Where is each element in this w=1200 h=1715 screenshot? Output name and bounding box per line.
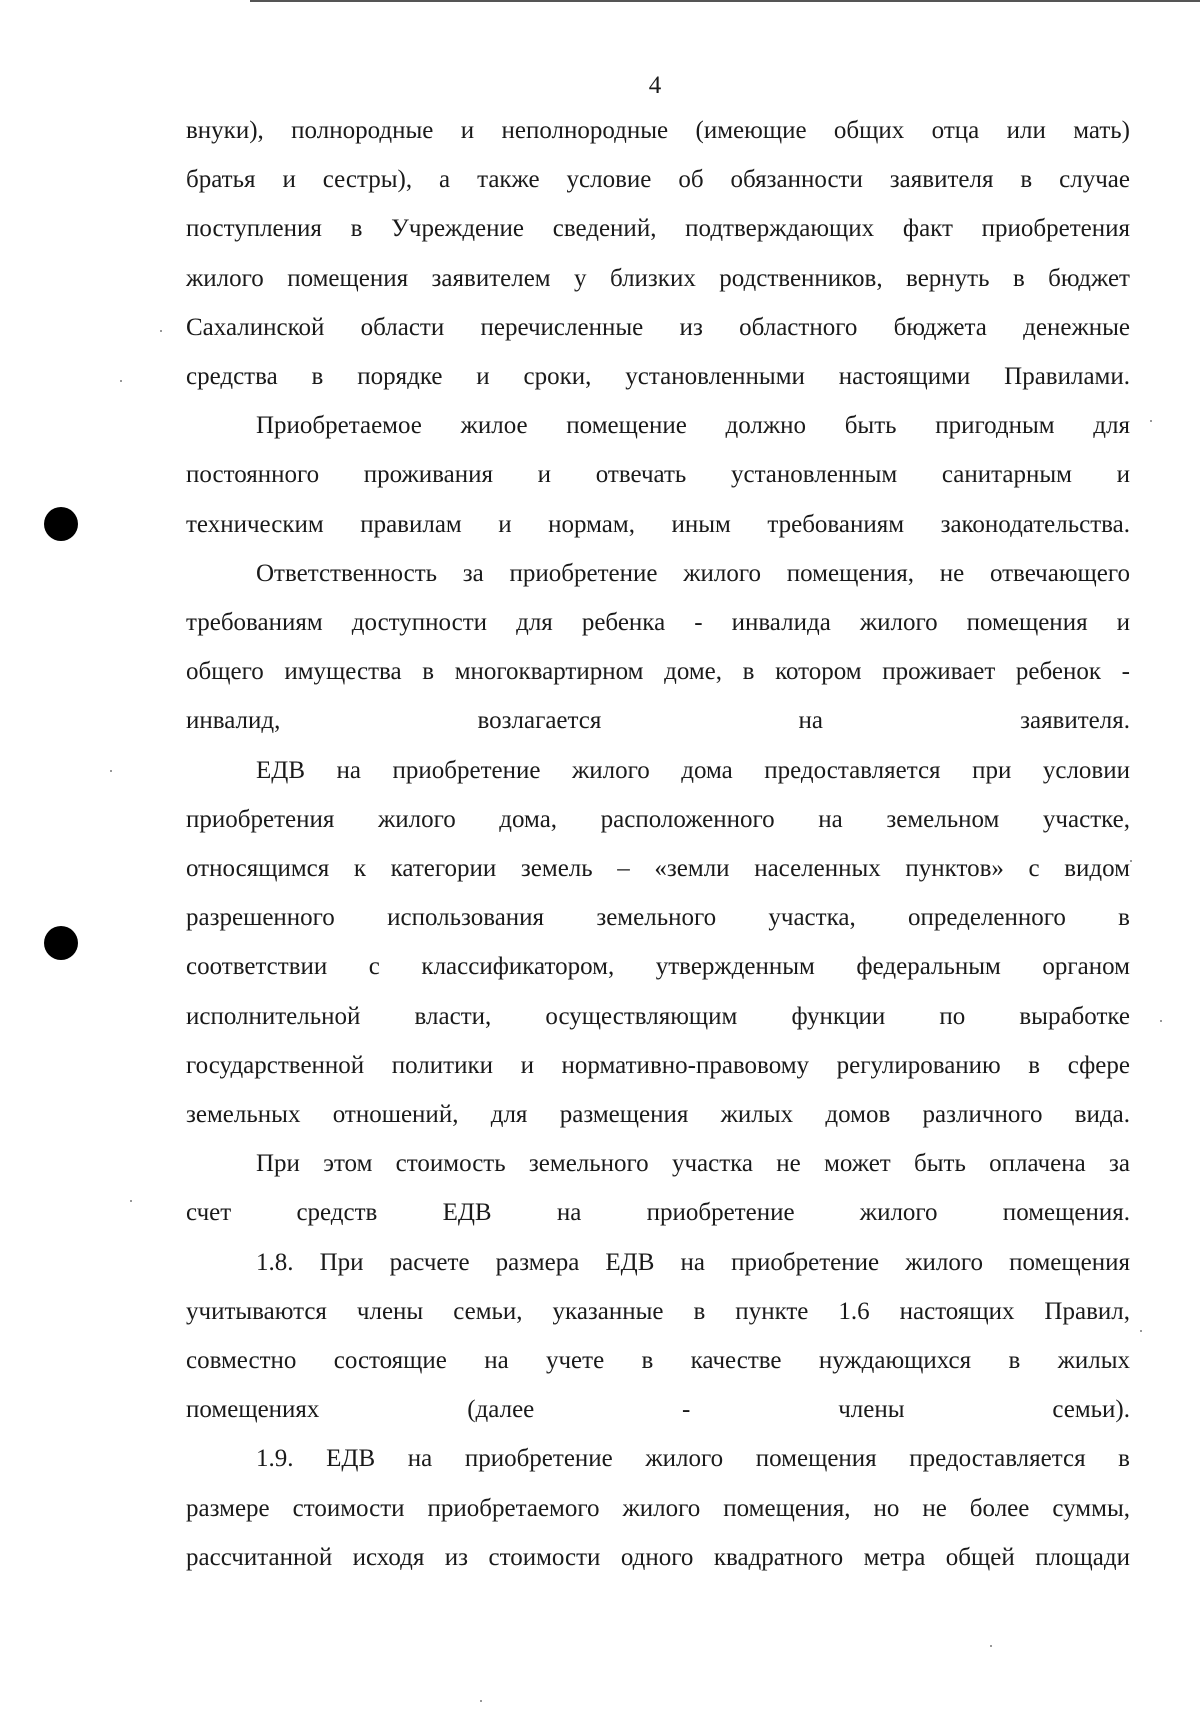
text-line: общего имущества в многоквартирном доме, в котором проживает ребенок -	[186, 658, 1130, 686]
paragraph-1-9	[186, 1434, 1130, 1582]
text-line: Сахалинской области перечисленные из областного бюджета денежные	[186, 313, 1130, 341]
text-line: поступления в Учреждение сведений, подтверждающих факт приобретения	[186, 215, 1130, 243]
text-line: учитываются члены семьи, указанные в пункте 1.6 настоящих Правил,	[186, 1297, 1130, 1325]
text-line: При этом стоимость земельного участка не может быть оплачена за	[256, 1150, 1130, 1178]
text-line: исполнительной власти, осуществляющим функции по выработке	[186, 1002, 1130, 1030]
text-line: внуки), полнородные и неполнородные (имеющие общих отца или мать)	[186, 117, 1130, 144]
scan-speck	[1130, 860, 1132, 862]
text-line: приобретения жилого дома, расположенного на земельном участке,	[186, 805, 1130, 833]
text-line: 1.8. При расчете размера ЕДВ на приобретение жилого помещения	[256, 1248, 1130, 1276]
text-line: совместно состоящие на учете в качестве нуждающихся в жилых	[186, 1347, 1130, 1375]
text-line: 1.9. ЕДВ на приобретение жилого помещения предоставляется в	[256, 1445, 1130, 1473]
text-line: разрешенного использования земельного участка, определенного в	[186, 904, 1130, 932]
text-line: счет средств ЕДВ на приобретение жилого помещения.	[186, 1199, 1130, 1227]
text-line: земельных отношений, для размещения жилых домов различного вида.	[186, 1101, 1130, 1129]
page-number: 4	[648, 72, 662, 99]
text-line: техническим правилам и нормам, иным требованиям законодательства.	[186, 510, 1130, 538]
scan-speck	[110, 770, 112, 772]
document-body	[186, 106, 1130, 1582]
text-line: размере стоимости приобретаемого жилого помещения, но не более суммы,	[186, 1494, 1130, 1522]
scan-speck	[990, 1645, 992, 1647]
scan-speck	[130, 1200, 132, 1202]
text-line: инвалид, возлагается на заявителя.	[186, 707, 1130, 735]
scan-speck	[1140, 1330, 1142, 1332]
text-line: жилого помещения заявителем у близких родственников, вернуть в бюджет	[186, 264, 1130, 292]
text-line: братья и сестры), а также условие об обязанности заявителя в случае	[186, 166, 1130, 194]
text-line: Ответственность за приобретение жилого помещения, не отвечающего	[256, 559, 1130, 587]
paragraph-5	[186, 1139, 1130, 1237]
scan-speck	[1160, 1020, 1162, 1022]
text-line: постоянного проживания и отвечать установленным санитарным и	[186, 461, 1130, 489]
text-line: средства в порядке и сроки, установленными настоящими Правилами.	[186, 363, 1130, 391]
text-line: относящимся к категории земель – «земли населенных пунктов» с видом	[186, 855, 1130, 883]
scan-speck	[480, 1700, 482, 1702]
text-line: государственной политики и нормативно-правовому регулированию в сфере	[186, 1051, 1130, 1079]
punch-hole-upper	[44, 507, 78, 541]
text-line: рассчитанной исходя из стоимости одного квадратного метра общей площади	[186, 1543, 1130, 1571]
top-border-line	[250, 0, 1200, 2]
scan-speck	[1150, 420, 1152, 422]
text-line: Приобретаемое жилое помещение должно быть пригодным для	[256, 412, 1130, 440]
paragraph-1-8	[186, 1238, 1130, 1435]
text-line: соответствии с классификатором, утвержденным федеральным органом	[186, 953, 1130, 981]
punch-hole-lower	[44, 926, 78, 960]
text-line: ЕДВ на приобретение жилого дома предоставляется при условии	[256, 756, 1130, 784]
text-line: требованиям доступности для ребенка - инвалида жилого помещения и	[186, 609, 1130, 637]
paragraph-4	[186, 746, 1130, 1140]
text-line: помещениях (далее - члены семьи).	[186, 1396, 1130, 1424]
scan-speck	[160, 330, 162, 332]
paragraph-3	[186, 549, 1130, 746]
paragraph-2	[186, 401, 1130, 549]
scan-speck	[120, 380, 122, 382]
paragraph-1	[186, 106, 1130, 401]
